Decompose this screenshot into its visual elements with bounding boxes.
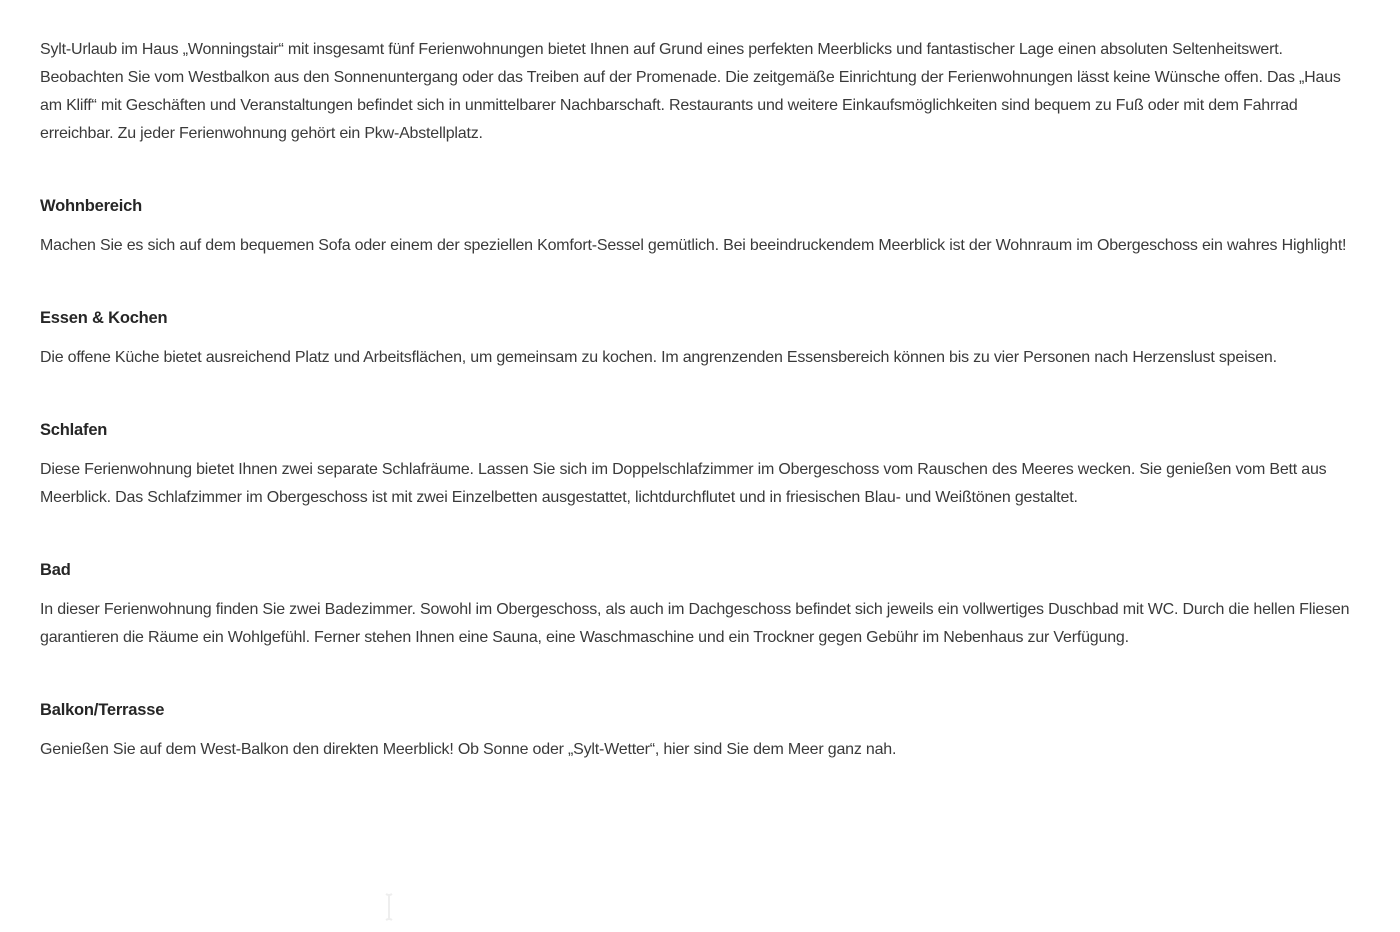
section-heading-essen-kochen: Essen & Kochen (40, 309, 168, 327)
section-heading-balkon-terrasse: Balkon/Terrasse (40, 701, 165, 719)
section-wohnbereich (40, 192, 1360, 260)
i-beam-cursor (382, 892, 396, 922)
section-body-schlafen: Diese Ferienwohnung bietet Ihnen zwei separate Schlafräume. Lassen Sie sich im Doppelschlafzimmer im Obergeschoss vom Rauschen des Meeres wecken. Sie genießen vom Bett aus Meerblick. Das Schlafzimmer im Obergeschoss ist mit zwei Einzelbetten ausgestattet, lichtdurchflutet und in friesischen Blau- und Weißtönen gestaltet. (40, 461, 1327, 506)
intro-paragraph: Sylt-Urlaub im Haus „Wonningstair“ mit insgesamt fünf Ferienwohnungen bietet Ihnen auf Grund eines perfekten Meerblicks und fantastischer Lage einen absoluten Seltenheitswert. Beobachten Sie vom Westbalkon aus den Sonnenuntergang oder das Treiben auf der Promenade. Die zeitgemäße Einrichtung der Ferienwohnungen lässt keine Wünsche offen. Das „Haus am Kliff“ mit Geschäften und Veranstaltungen befindet sich in unmittelbarer Nachbarschaft. Restaurants und weitere Einkaufsmöglichkeiten sind bequem zu Fuß oder mit dem Fahrrad erreichbar. Zu jeder Ferienwohnung gehört ein Pkw-Abstellplatz. (40, 41, 1341, 142)
section-essen-kochen (40, 304, 1360, 372)
section-body-bad: In dieser Ferienwohnung finden Sie zwei Badezimmer. Sowohl im Obergeschoss, als auch im Dachgeschoss befindet sich jeweils ein vollwertiges Duschbad mit WC. Durch die hellen Fliesen garantieren die Räume ein Wohlgefühl. Ferner stehen Ihnen eine Sauna, eine Waschmaschine und ein Trockner gegen Gebühr im Nebenhaus zur Verfügung. (40, 601, 1350, 646)
section-schlafen (40, 416, 1360, 512)
section-heading-schlafen: Schlafen (40, 421, 108, 439)
section-heading-wohnbereich: Wohnbereich (40, 197, 143, 215)
section-body-wohnbereich: Machen Sie es sich auf dem bequemen Sofa oder einem der speziellen Komfort-Sessel gemütlich. Bei beeindruckendem Meerblick ist der Wohnraum im Obergeschoss ein wahres Highlight! (40, 237, 1347, 254)
section-balkon-terrasse (40, 696, 1360, 764)
section-body-essen-kochen: Die offene Küche bietet ausreichend Platz und Arbeitsflächen, um gemeinsam zu kochen. Im angrenzenden Essensbereich können bis zu vier Personen nach Herzenslust speisen. (40, 349, 1277, 366)
section-bad (40, 556, 1360, 652)
section-heading-bad: Bad (40, 561, 71, 579)
section-body-balkon-terrasse: Genießen Sie auf dem West-Balkon den direkten Meerblick! Ob Sonne oder „Sylt-Wetter“, hier sind Sie dem Meer ganz nah. (40, 741, 897, 758)
